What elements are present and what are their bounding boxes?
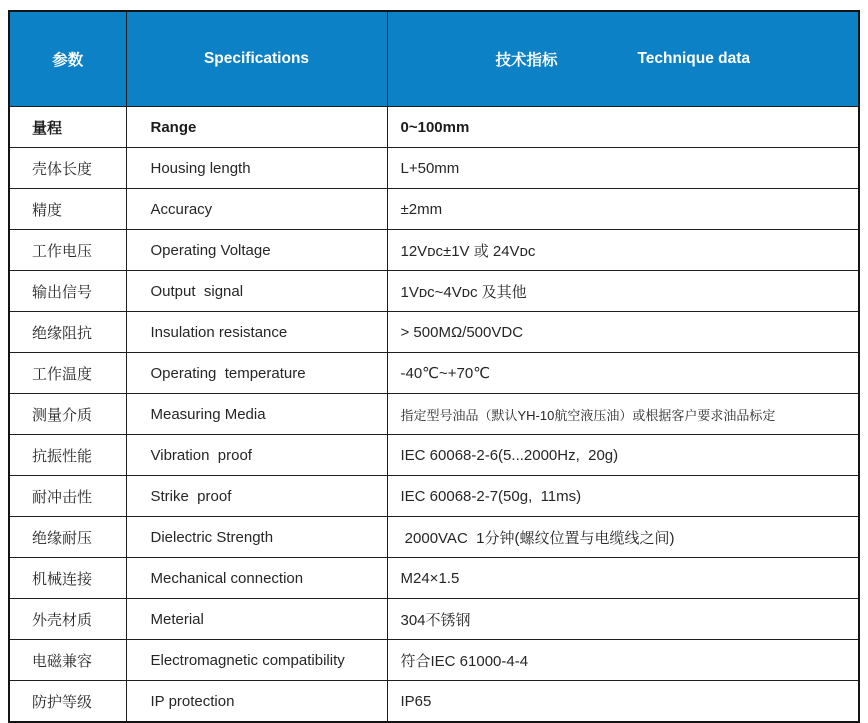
table-row (9, 517, 859, 558)
spec-en: Accuracy (126, 189, 387, 230)
spec-en: Strike proof (126, 476, 387, 517)
param-cn: 精度 (9, 189, 126, 230)
table-row (9, 353, 859, 394)
tech-value: IEC 60068-2-6(5...2000Hz, 20g) (387, 435, 859, 476)
param-cn: 工作电压 (9, 230, 126, 271)
spec-en: Operating temperature (126, 353, 387, 394)
spec-en: Insulation resistance (126, 312, 387, 353)
spec-en: Dielectric Strength (126, 517, 387, 558)
param-cn: 机械连接 (9, 558, 126, 599)
table-header (9, 11, 859, 107)
tech-value: L+50mm (387, 148, 859, 189)
tech-value: > 500MΩ/500VDC (387, 312, 859, 353)
table-row (9, 435, 859, 476)
tech-value: 符合IEC 61000-4-4 (387, 640, 859, 681)
param-cn: 耐冲击性 (9, 476, 126, 517)
header-specifications: Specifications (126, 11, 387, 107)
tech-value: -40℃~+70℃ (387, 353, 859, 394)
header-tech-en: Technique data (637, 50, 751, 67)
table-row (9, 476, 859, 517)
spec-en: Measuring Media (126, 394, 387, 435)
param-cn: 绝缘耐压 (9, 517, 126, 558)
spec-en: Range (126, 107, 387, 148)
table-row (9, 230, 859, 271)
table-row (9, 394, 859, 435)
param-cn: 输出信号 (9, 271, 126, 312)
spec-en: Operating Voltage (126, 230, 387, 271)
spec-sheet (8, 10, 860, 723)
tech-value: 1Vᴅᴄ~4Vᴅᴄ 及其他 (387, 271, 859, 312)
spec-en: IP protection (126, 681, 387, 723)
spec-en: Meterial (126, 599, 387, 640)
param-cn: 防护等级 (9, 681, 126, 723)
table-row (9, 681, 859, 723)
param-cn: 壳体长度 (9, 148, 126, 189)
param-cn: 电磁兼容 (9, 640, 126, 681)
spec-en: Housing length (126, 148, 387, 189)
tech-value: 指定型号油品（默认YH-10航空液压油）或根据客户要求油品标定 (387, 394, 859, 435)
table-body (9, 107, 859, 723)
spec-en: Electromagnetic compatibility (126, 640, 387, 681)
header-tech-cn: 技术指标 (495, 52, 558, 69)
tech-value: 0~100mm (387, 107, 859, 148)
header-param-cn: 参数 (9, 11, 126, 107)
tech-value: IEC 60068-2-7(50g, 11ms) (387, 476, 859, 517)
spec-en: Mechanical connection (126, 558, 387, 599)
tech-value: 2000VAC 1分钟(螺纹位置与电缆线之间) (387, 517, 859, 558)
specifications-table (8, 10, 860, 723)
spec-en: Vibration proof (126, 435, 387, 476)
param-cn: 外壳材质 (9, 599, 126, 640)
param-cn: 绝缘阻抗 (9, 312, 126, 353)
tech-value: M24×1.5 (387, 558, 859, 599)
table-row (9, 189, 859, 230)
table-row (9, 558, 859, 599)
table-row (9, 148, 859, 189)
tech-value: 304不锈钢 (387, 599, 859, 640)
param-cn: 工作温度 (9, 353, 126, 394)
table-row (9, 599, 859, 640)
table-row (9, 640, 859, 681)
spec-en: Output signal (126, 271, 387, 312)
header-row (9, 11, 859, 107)
tech-value: IP65 (387, 681, 859, 723)
param-cn: 抗振性能 (9, 435, 126, 476)
table-row (9, 107, 859, 148)
table-row (9, 271, 859, 312)
param-cn: 测量介质 (9, 394, 126, 435)
table-row (9, 312, 859, 353)
tech-value: ±2mm (387, 189, 859, 230)
tech-value: 12Vᴅᴄ±1V 或 24Vᴅᴄ (387, 230, 859, 271)
param-cn: 量程 (9, 107, 126, 148)
header-technique-data (387, 11, 859, 107)
